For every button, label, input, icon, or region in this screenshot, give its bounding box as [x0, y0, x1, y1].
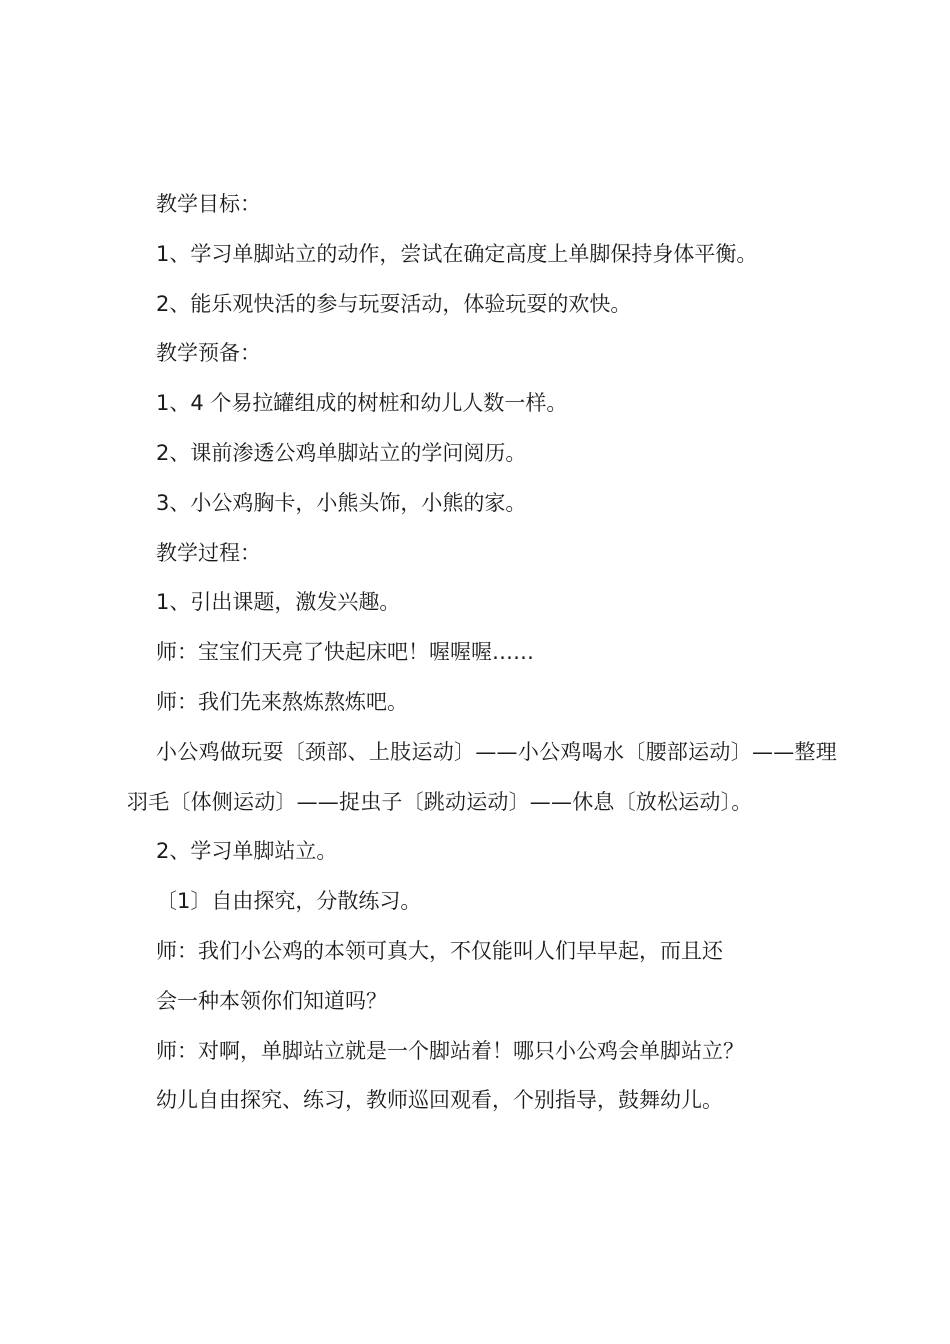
- section-heading-objectives: 教学目标：: [156, 192, 261, 216]
- preparation-item-1: 1、4 个易拉罐组成的树桩和幼儿人数一样。: [156, 391, 568, 416]
- warmup-paragraph: 小公鸡做玩耍〔颈部、上肢运动〕——小公鸡喝水〔腰部运动〕——整理羽毛〔体侧运动〕——捉虫子〔跳动运动〕——休息〔放松运动〕。: [127, 739, 837, 814]
- teacher-line-4: 师：对啊，单脚站立就是一个脚站着！哪只小公鸡会单脚站立？: [156, 1038, 744, 1063]
- teacher-line-2: 师：我们先来熬炼熬炼吧。: [156, 689, 408, 714]
- preparation-item-3: 3、小公鸡胸卡，小熊头饰，小熊的家。: [156, 490, 527, 515]
- objective-item-2: 2、能乐观快活的参与玩耍活动，体验玩耍的欢快。: [156, 291, 632, 316]
- teacher-line-1: 师：宝宝们天亮了快起床吧！喔喔喔……: [156, 640, 534, 665]
- process-substep-1: 〔1〕自由探究，分散练习。: [156, 889, 422, 914]
- teacher-line-3-continued: 会一种本领你们知道吗？: [156, 988, 387, 1013]
- section-heading-preparation: 教学预备：: [156, 341, 261, 366]
- objective-item-1: 1、学习单脚站立的动作，尝试在确定高度上单脚保持身体平衡。: [156, 241, 758, 266]
- process-step-1: 1、引出课题，激发兴趣。: [156, 590, 401, 615]
- process-step-2: 2、学习单脚站立。: [156, 839, 338, 864]
- activity-description: 幼儿自由探究、练习，教师巡回观看，个别指导，鼓舞幼儿。: [156, 1088, 723, 1113]
- document-body: [127, 180, 837, 1126]
- section-heading-process: 教学过程：: [156, 540, 261, 565]
- teacher-line-3: 师：我们小公鸡的本领可真大，不仅能叫人们早早起，而且还: [156, 938, 723, 963]
- preparation-item-2: 2、课前渗透公鸡单脚站立的学问阅历。: [156, 440, 527, 465]
